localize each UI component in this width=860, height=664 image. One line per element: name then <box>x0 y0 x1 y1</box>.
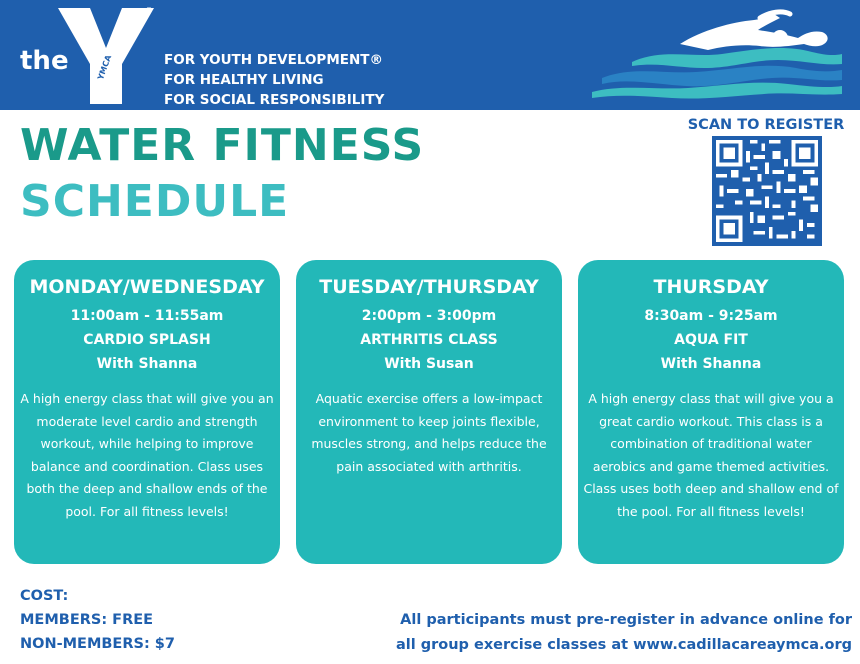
cost-heading: COST: <box>20 588 69 604</box>
logo-the-text: the <box>20 46 69 76</box>
registered-mark-icon: ® <box>145 6 153 15</box>
tagline-line-3: FOR SOCIAL RESPONSIBILITY <box>164 92 385 108</box>
class-name: AQUA FIT <box>674 332 748 348</box>
logo-ymca-text: YMCA <box>96 53 114 82</box>
scan-to-register-label: SCAN TO REGISTER <box>687 117 845 133</box>
registration-notice <box>366 608 860 658</box>
class-time: 11:00am - 11:55am <box>70 308 224 324</box>
class-instructor: With Shanna <box>96 356 198 372</box>
class-name: ARTHRITIS CLASS <box>360 332 498 348</box>
tagline-line-1: FOR YOUTH DEVELOPMENT® <box>164 52 383 68</box>
notice-line-1: All participants must pre-register in advance online for <box>400 612 852 628</box>
class-description: A high energy class that will give you an moderate level cardio and strength workout, while helping to improve balance and coordination. Class uses both the deep and shallow ends of the pool. For all fitness levels! <box>20 391 274 519</box>
cost-non-members: NON-MEMBERS: $7 <box>20 636 175 652</box>
class-day: THURSDAY <box>653 276 769 298</box>
class-time: 2:00pm - 3:00pm <box>361 308 497 324</box>
cost-section <box>20 584 175 656</box>
class-name: CARDIO SPLASH <box>83 332 211 348</box>
tagline-line-2: FOR HEALTHY LIVING <box>164 72 324 88</box>
class-card-tuesday-thursday <box>296 260 562 564</box>
title-line-2: SCHEDULE <box>20 176 290 227</box>
class-instructor: With Susan <box>384 356 474 372</box>
swimmer-waves-icon <box>592 8 842 102</box>
header-banner <box>0 0 860 110</box>
class-day: MONDAY/WEDNESDAY <box>29 276 265 298</box>
class-description: A high energy class that will give you a great cardio workout. This class is a combination of traditional water aerobics and game themed activities. Class uses both deep and shallow end of the pool. For all fitness levels! <box>583 391 839 519</box>
class-instructor: With Shanna <box>660 356 762 372</box>
class-card-monday-wednesday <box>14 260 280 564</box>
class-description: Aquatic exercise offers a low-impact environment to keep joints flexible, muscles strong, and helps reduce the pain associated with arthritis. <box>311 391 547 474</box>
cost-members: MEMBERS: FREE <box>20 612 154 628</box>
page-title <box>20 118 424 230</box>
tagline <box>164 50 384 110</box>
class-time: 8:30am - 9:25am <box>644 308 778 324</box>
notice-line-2[interactable]: all group exercise classes at www.cadillacareaymca.org <box>395 637 852 653</box>
title-line-1: WATER FITNESS <box>20 120 425 171</box>
class-day: TUESDAY/THURSDAY <box>319 276 539 298</box>
class-card-thursday <box>578 260 844 564</box>
qr-code-icon[interactable] <box>712 136 822 246</box>
